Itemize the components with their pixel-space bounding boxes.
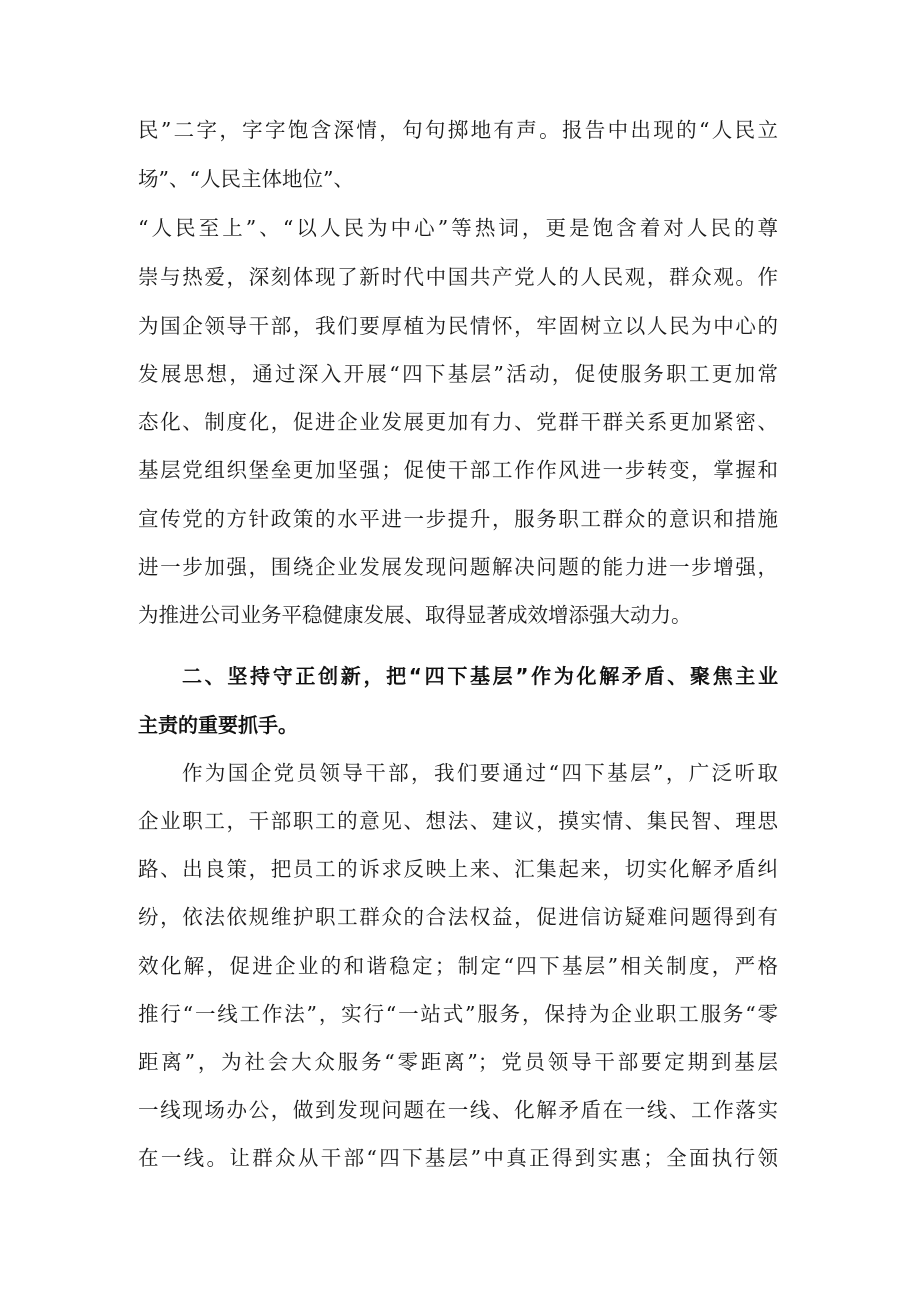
paragraph-1-line-8: 基层党组织堡垒更加坚强；促使干部工作作风进一步转变，掌握和	[138, 458, 778, 482]
paragraph-1-line-1: 民”二字，字字饱含深情，句句掷地有声。报告中出现的“人民立	[138, 118, 778, 142]
section-heading-line-1: 二、坚持守正创新，把“四下基层”作为化解矛盾、聚焦主业	[182, 664, 778, 688]
paragraph-1-line-9: 宣传党的方针政策的水平进一步提升，服务职工群众的意识和措施	[138, 507, 778, 531]
paragraph-2-line-3: 路、出良策，把员工的诉求反映上来、汇集起来，切实化解矛盾纠	[138, 857, 778, 881]
paragraph-2-line-9: 在一线。让群众从干部“四下基层”中真正得到实惠；全面执行领	[138, 1146, 778, 1170]
paragraph-1-line-2: 场”、“人民主体地位”、	[138, 167, 354, 191]
paragraph-2-line-1: 作为国企党员领导干部，我们要通过“四下基层”，广泛听取	[182, 761, 778, 785]
paragraph-2-line-6: 推行“一线工作法”，实行“一站式”服务，保持为企业职工服务“零	[138, 1002, 778, 1026]
paragraph-2-line-4: 纷，依法依规维护职工群众的合法权益，促进信访疑难问题得到有	[138, 905, 778, 929]
paragraph-2-line-5: 效化解，促进企业的和谐稳定；制定“四下基层”相关制度，严格	[138, 954, 778, 978]
paragraph-1-line-10: 进一步加强，围绕企业发展发现问题解决问题的能力进一步增强，	[138, 555, 778, 579]
paragraph-1-line-3: “人民至上”、“以人民为中心”等热词，更是饱含着对人民的尊	[138, 216, 778, 240]
section-heading-line-2: 主责的重要抓手。	[138, 713, 298, 737]
paragraph-1-line-4: 崇与热爱，深刻体现了新时代中国共产党人的人民观，群众观。作	[138, 265, 778, 289]
paragraph-2-line-7: 距离”，为社会大众服务“零距离”；党员领导干部要定期到基层	[138, 1050, 778, 1074]
paragraph-2-line-8: 一线现场办公，做到发现问题在一线、化解矛盾在一线、工作落实	[138, 1098, 778, 1122]
paragraph-1-line-7: 态化、制度化，促进企业发展更加有力、党群干群关系更加紧密、	[138, 410, 778, 434]
paragraph-1-line-5: 为国企领导干部，我们要厚植为民情怀，牢固树立以人民为中心的	[138, 314, 778, 338]
paragraph-2-line-2: 企业职工，干部职工的意见、想法、建议，摸实情、集民智、理思	[138, 809, 778, 833]
paragraph-1-line-11: 为推进公司业务平稳健康发展、取得显著成效增添强大动力。	[138, 603, 692, 627]
paragraph-1-line-6: 发展思想，通过深入开展“四下基层”活动，促使服务职工更加常	[138, 362, 778, 386]
